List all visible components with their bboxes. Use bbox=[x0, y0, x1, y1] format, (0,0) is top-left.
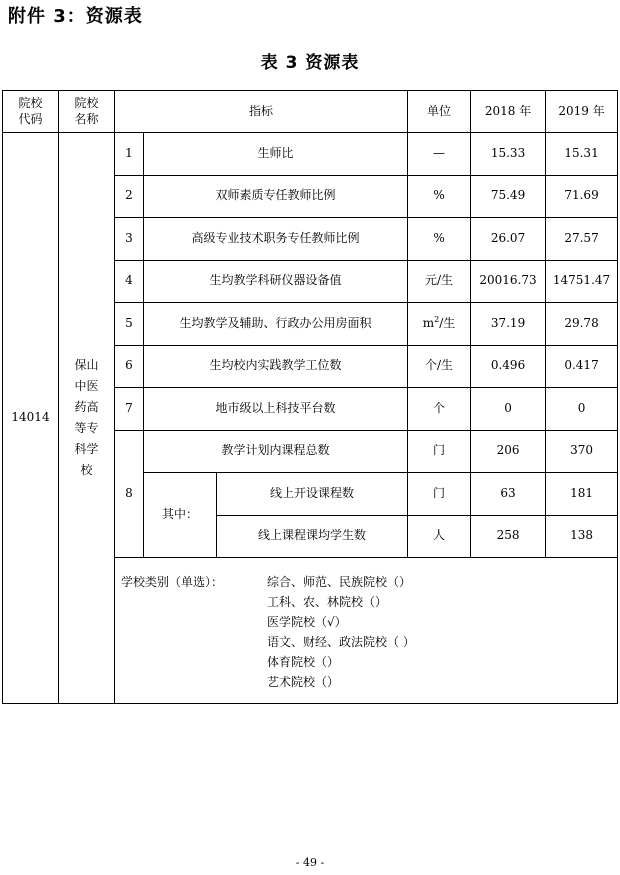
row-value-2018: 0.496 bbox=[471, 345, 546, 388]
school-category-option-selected: 医学院校（√） bbox=[267, 615, 347, 629]
school-category-option: 工科、农、林院校（） bbox=[267, 595, 388, 609]
school-name-line: 科学 bbox=[74, 442, 99, 456]
sub-label: 其中： bbox=[144, 473, 217, 558]
row-indicator: 高级专业技术职务专任教师比例 bbox=[144, 218, 408, 261]
row-number: 8 bbox=[115, 430, 144, 558]
row-value-2019: 15.31 bbox=[546, 133, 618, 176]
row-number: 2 bbox=[115, 175, 144, 218]
school-code: 14014 bbox=[3, 133, 59, 704]
row-unit: % bbox=[408, 175, 471, 218]
row-value-2019: 29.78 bbox=[546, 303, 618, 346]
row-number: 5 bbox=[115, 303, 144, 346]
row-indicator: 生均教学及辅助、行政办公用房面积 bbox=[144, 303, 408, 346]
row-indicator: 教学计划内课程总数 bbox=[144, 430, 408, 473]
row-unit bbox=[408, 303, 471, 346]
table-row bbox=[3, 133, 618, 176]
row-value-2018: 26.07 bbox=[471, 218, 546, 261]
header-school-name: 院校名称 bbox=[59, 91, 115, 133]
row-unit: — bbox=[408, 133, 471, 176]
row-value-2018: 63 bbox=[471, 473, 546, 516]
row-indicator: 地市级以上科技平台数 bbox=[144, 388, 408, 431]
row-unit: 人 bbox=[408, 515, 471, 558]
row-value-2018: 75.49 bbox=[471, 175, 546, 218]
row-unit: 个 bbox=[408, 388, 471, 431]
row-value-2019: 181 bbox=[546, 473, 618, 516]
header-school-code: 院校代码 bbox=[3, 91, 59, 133]
school-category-option: 体育院校（） bbox=[267, 655, 340, 669]
table-title: 表 3 资源表 bbox=[260, 53, 360, 73]
row-value-2018: 20016.73 bbox=[471, 260, 546, 303]
school-name bbox=[59, 133, 115, 704]
row-unit: 元/生 bbox=[408, 260, 471, 303]
unit-base: m bbox=[422, 316, 435, 331]
row-number: 1 bbox=[115, 133, 144, 176]
row-value-2019: 138 bbox=[546, 515, 618, 558]
header-unit: 单位 bbox=[408, 91, 471, 133]
school-name-line: 保山 bbox=[74, 358, 99, 372]
row-number: 7 bbox=[115, 388, 144, 431]
school-category-option: 艺术院校（） bbox=[267, 675, 340, 689]
header-2018: 2018 年 bbox=[471, 91, 546, 133]
row-value-2019: 14751.47 bbox=[546, 260, 618, 303]
page-number: - 49 - bbox=[295, 856, 325, 869]
row-value-2018: 37.19 bbox=[471, 303, 546, 346]
row-indicator: 生均教学科研仪器设备值 bbox=[144, 260, 408, 303]
row-unit: % bbox=[408, 218, 471, 261]
school-name-line: 校 bbox=[80, 463, 93, 477]
row-unit: 门 bbox=[408, 473, 471, 516]
school-category-option: 语文、财经、政法院校（ ） bbox=[267, 635, 415, 649]
attachment-heading: 附件 3：资源表 bbox=[8, 6, 143, 27]
school-category-notes bbox=[115, 558, 618, 704]
resource-table bbox=[2, 90, 618, 704]
header-2019: 2019 年 bbox=[546, 91, 618, 133]
row-unit: 门 bbox=[408, 430, 471, 473]
row-value-2019: 0.417 bbox=[546, 345, 618, 388]
header-indicator: 指标 bbox=[115, 91, 408, 133]
sub-indicator: 线上开设课程数 bbox=[217, 473, 408, 516]
sub-indicator: 线上课程课均学生数 bbox=[217, 515, 408, 558]
school-category-label: 学校类别（单选）： bbox=[121, 575, 224, 589]
row-number: 4 bbox=[115, 260, 144, 303]
row-indicator: 双师素质专任教师比例 bbox=[144, 175, 408, 218]
row-value-2019: 71.69 bbox=[546, 175, 618, 218]
row-number: 3 bbox=[115, 218, 144, 261]
row-value-2018: 206 bbox=[471, 430, 546, 473]
row-value-2018: 0 bbox=[471, 388, 546, 431]
row-value-2018: 258 bbox=[471, 515, 546, 558]
row-indicator: 生均校内实践教学工位数 bbox=[144, 345, 408, 388]
row-value-2019: 0 bbox=[546, 388, 618, 431]
unit-superscript: 2 bbox=[434, 315, 440, 325]
row-value-2018: 15.33 bbox=[471, 133, 546, 176]
school-name-line: 等专 bbox=[74, 421, 99, 435]
school-category-option: 综合、师范、民族院校（） bbox=[267, 575, 412, 589]
row-number: 6 bbox=[115, 345, 144, 388]
unit-tail: /生 bbox=[439, 316, 456, 331]
school-name-line: 药高 bbox=[74, 400, 99, 414]
row-indicator: 生师比 bbox=[144, 133, 408, 176]
school-name-line: 中医 bbox=[74, 379, 99, 393]
row-value-2019: 370 bbox=[546, 430, 618, 473]
table-header-row bbox=[3, 91, 618, 133]
row-unit: 个/生 bbox=[408, 345, 471, 388]
row-value-2019: 27.57 bbox=[546, 218, 618, 261]
